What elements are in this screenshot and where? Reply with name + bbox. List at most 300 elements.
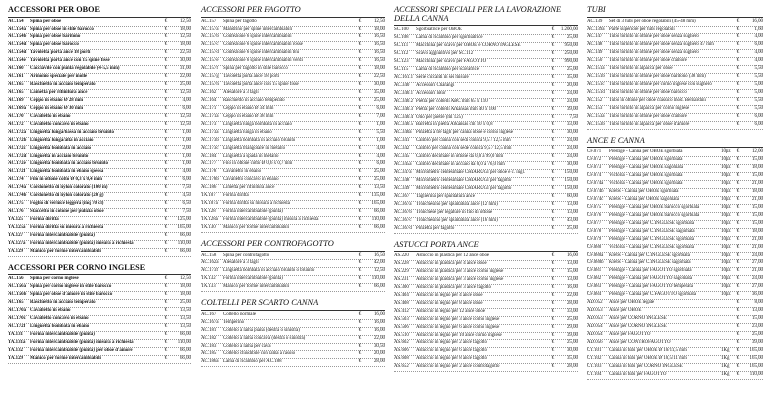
item-code: CT.104 <box>587 371 602 377</box>
item-code: CF.074b <box>587 189 604 194</box>
table-row <box>8 19 191 27</box>
item-price: 30,00 <box>566 162 578 168</box>
item-code: AC.367b <box>394 209 412 215</box>
item-code: TA.129 <box>8 248 23 254</box>
table-row <box>201 351 385 359</box>
item-price: 29,00 <box>566 324 578 330</box>
currency-symbol: € <box>736 228 740 234</box>
currency-symbol: € <box>551 51 555 56</box>
table-row <box>8 332 191 340</box>
item-code: AS.606 <box>394 348 409 354</box>
currency-symbol: € <box>551 356 555 362</box>
item-description: Linguetta lunga/alta in acciaio <box>30 137 94 143</box>
item-price: 13,50 <box>373 185 385 191</box>
item-price: 21,00 <box>751 244 763 250</box>
currency-symbol: € <box>164 161 168 167</box>
currency-symbol: € <box>358 26 362 32</box>
table-row <box>587 237 763 245</box>
currency-symbol: € <box>164 355 168 361</box>
table-row <box>201 98 385 106</box>
item-code: CF.080a <box>587 252 604 258</box>
item-price: 110,00 <box>371 217 385 223</box>
section-title: ACCESSORI PER CORNO INGLESE <box>8 262 146 272</box>
table-row <box>201 106 385 114</box>
item-price: 12,00 <box>751 149 763 155</box>
table-row <box>201 260 385 268</box>
item-code: TA.127a <box>8 240 26 246</box>
table-row <box>394 333 578 341</box>
divider <box>587 17 763 18</box>
item-description: Confezione 6 spine intercambiabili verdi <box>223 58 303 64</box>
table-row <box>201 50 385 58</box>
item-description: Tavoletta porta ance 18 porti <box>30 50 91 56</box>
item-description: Cavalletto in ebano <box>30 113 71 119</box>
item-price: 4,00 <box>754 50 763 56</box>
currency-symbol: € <box>551 332 555 338</box>
currency-symbol: € <box>164 145 168 151</box>
table-row <box>587 197 763 205</box>
currency-symbol: € <box>358 343 362 349</box>
table-row <box>201 161 385 169</box>
item-price: 4,00 <box>182 97 191 103</box>
item-price: 12,50 <box>179 90 191 96</box>
item-price: 15,00 <box>751 316 763 321</box>
currency-symbol: € <box>358 113 362 119</box>
item-description: Cavalletto concavo in ebano <box>30 316 89 321</box>
currency-symbol: € <box>551 209 555 215</box>
item-price: 21,00 <box>751 268 763 274</box>
currency-symbol: € <box>164 217 168 223</box>
item-code: CT.103 <box>587 363 602 369</box>
item-code: AC.172f <box>8 169 26 175</box>
currency-symbol: € <box>358 34 362 40</box>
item-price: 990,00 <box>564 58 578 64</box>
item-description: Ance per FAGOTTO <box>609 331 651 337</box>
item-code: AC.165 <box>8 300 24 306</box>
item-description: Ceppo in ebano Ø 34 mm <box>223 105 274 111</box>
item-code: AC.161.1 <box>394 74 414 80</box>
table-row <box>8 122 191 130</box>
section-title: ACCESSORI PER OBOE <box>8 5 100 14</box>
item-price: 25,00 <box>179 82 191 88</box>
table-row <box>8 185 191 193</box>
item-price: 18,00 <box>179 42 191 48</box>
table-row <box>201 276 385 284</box>
item-code: AC.157g <box>201 74 219 80</box>
currency-symbol: € <box>358 18 362 24</box>
item-price: 12,50 <box>179 121 191 127</box>
item-code: CF.073 <box>587 165 602 171</box>
item-price: 135,00 <box>371 193 385 199</box>
currency-symbol: € <box>736 284 740 290</box>
item-description: Astuccio in legno per 12 ance oboe <box>416 308 485 314</box>
item-price: 30,00 <box>566 130 578 136</box>
table-row <box>8 27 191 35</box>
table-row <box>587 356 763 364</box>
currency-symbol: € <box>358 327 362 333</box>
item-price: 66,00 <box>373 209 385 215</box>
item-description: Spina per fagotto <box>223 18 257 24</box>
item-code: AC.173f <box>201 268 218 274</box>
item-description: Olio per pietre (ml 125) <box>416 114 463 120</box>
item-price: 6,00 <box>182 105 191 111</box>
item-code: AC.171a <box>201 113 219 119</box>
item-price: 12,50 <box>179 113 191 119</box>
currency-symbol: € <box>551 316 555 322</box>
item-price: 66,00 <box>373 284 385 290</box>
item-description: Set di 3 tubi per oboe regolabili (45-48 mm) <box>609 18 696 24</box>
price-section <box>201 240 385 292</box>
table-row <box>394 309 578 317</box>
item-quantity: 1Kg <box>721 355 730 361</box>
currency-symbol: € <box>551 193 555 199</box>
item-code: AC.150 <box>587 58 603 64</box>
item-price: 165,00 <box>749 355 763 361</box>
item-quantity: 10pz <box>721 181 731 187</box>
item-description: Tubo tornito in alpacca per corno inglese <box>609 105 690 111</box>
currency-symbol: € <box>358 351 362 357</box>
item-quantity: 10pz <box>721 212 731 218</box>
item-price: 12,50 <box>179 34 191 40</box>
item-price: 27,00 <box>751 260 763 266</box>
table-row <box>587 27 763 35</box>
item-description: Spina per oboe d'amore in stile barocco <box>30 292 113 298</box>
item-price: 24,00 <box>566 138 578 144</box>
item-price: 25,00 <box>566 340 578 346</box>
item-code: TA.125 <box>8 217 23 223</box>
table-row <box>8 177 191 185</box>
item-price: 39,00 <box>566 106 578 112</box>
item-code: AC.167 <box>201 311 217 317</box>
table-row <box>394 130 578 138</box>
currency-symbol: € <box>736 173 740 179</box>
item-description: Prestige - Canna per OBOE sgorbiata <box>609 157 683 163</box>
currency-symbol: € <box>164 240 168 246</box>
table-row <box>8 340 191 348</box>
item-description: Calibro per canna con sede conica 9,5 / 12,5 mm <box>416 146 512 152</box>
item-code: CF.076 <box>587 212 602 218</box>
item-description: Tronchesino per spuntatura ance (16 mm) <box>416 217 498 223</box>
item-code: CF.079 <box>587 236 602 242</box>
item-code: AC.345a <box>394 162 412 168</box>
item-code: AC.367 <box>394 193 410 199</box>
item-price: 15,00 <box>751 173 763 179</box>
table-row <box>201 336 385 344</box>
table-row <box>394 210 578 218</box>
item-code: AC.172f <box>8 323 26 329</box>
currency-symbol: € <box>551 340 555 346</box>
table-row <box>201 177 385 185</box>
item-code: AC.181 <box>201 327 217 333</box>
table-row <box>8 58 191 66</box>
item-price: 18,00 <box>751 165 763 171</box>
item-description: Spina per oboe <box>30 18 62 24</box>
item-description: Accessori lotor <box>416 90 446 96</box>
item-code: AC.186a <box>201 359 219 365</box>
item-price: 12,50 <box>179 276 191 282</box>
item-code: SC.123 <box>394 58 409 64</box>
item-price: 25,00 <box>373 177 385 183</box>
item-description: Micrometro centesimale CHIARUGI per fagotto <box>416 185 512 191</box>
item-description: Tavoletta porta ance 18 porti <box>223 74 280 80</box>
table-row <box>201 27 385 35</box>
currency-symbol: € <box>358 42 362 48</box>
item-price: 25,00 <box>566 225 578 231</box>
item-code: AS.608 <box>394 356 409 362</box>
table-row <box>394 226 578 234</box>
currency-symbol: € <box>358 177 362 183</box>
item-price: 12,50 <box>179 18 191 24</box>
table-row <box>394 218 578 226</box>
item-code: TA.107 <box>201 193 216 199</box>
item-price: 28,00 <box>566 364 578 370</box>
item-description: Tavoletta porta ance con 15 spine fisse <box>223 82 299 88</box>
item-code: AC.157b <box>201 34 219 40</box>
item-description: Ceppo in ebano Ø 38 mm <box>223 113 274 119</box>
item-price: 16,50 <box>373 252 385 258</box>
table-row <box>394 277 578 285</box>
item-description: Mandrino per spine intercambiabili <box>223 26 293 32</box>
currency-symbol: € <box>551 261 555 267</box>
item-price: 16,50 <box>373 58 385 64</box>
table-row <box>8 292 191 300</box>
currency-symbol: € <box>358 169 362 175</box>
item-quantity: 10pz <box>721 244 731 250</box>
item-code: CF.071 <box>587 149 602 155</box>
item-code: AC.171 <box>201 105 217 111</box>
table-row <box>394 27 578 35</box>
currency-symbol: € <box>551 162 555 168</box>
item-code: AC.367d <box>394 225 412 231</box>
item-price: 6,00 <box>376 105 385 111</box>
item-price: 39,00 <box>566 332 578 338</box>
table-row <box>201 130 385 138</box>
item-price: 22,00 <box>566 292 578 298</box>
item-code: CF.082 <box>587 276 602 282</box>
item-description: Prestige - Canna per C.FAGOTTO sgorbiata <box>609 292 697 298</box>
item-price: 18,00 <box>179 284 191 290</box>
item-code: AC.349 <box>394 185 410 191</box>
currency-symbol: € <box>164 129 168 135</box>
currency-symbol: € <box>164 34 168 40</box>
item-description: Krebs - Canna per C.INGLESE sagomata <box>609 260 691 266</box>
item-code: AC.151b <box>587 74 605 80</box>
item-quantity: 1Kg <box>721 363 730 369</box>
currency-symbol: € <box>164 201 168 207</box>
item-price: 4,00 <box>182 169 191 175</box>
table-row <box>201 169 385 177</box>
currency-symbol: € <box>736 18 740 24</box>
table-row <box>587 372 763 380</box>
currency-symbol: € <box>551 324 555 330</box>
table-row <box>8 106 191 114</box>
item-description: Astuccio in legno per 2 ance fagotto <box>416 340 487 346</box>
item-code: CF.078 <box>587 228 602 234</box>
item-description: Manico per forme intercambiabili <box>30 248 101 254</box>
currency-symbol: € <box>358 145 362 151</box>
item-code: TA.127 <box>8 232 23 238</box>
item-code: AC.177 <box>201 161 217 167</box>
item-code: SC.111 <box>394 43 409 49</box>
item-description: Forma diritta su misura a richiesta <box>30 224 104 230</box>
item-price: 15,00 <box>751 157 763 163</box>
item-description: Prestige - Canna per FAGOTTO temperata <box>609 284 693 290</box>
table-row <box>394 146 578 154</box>
table-row <box>394 138 578 146</box>
item-price: 43,00 <box>566 217 578 223</box>
item-description: Prestige - Canna per OBOE barocco sgorbiata <box>609 204 700 210</box>
table-row <box>201 359 385 367</box>
table-row <box>8 66 191 74</box>
item-price: 110,00 <box>177 240 191 246</box>
item-code: TA.131 <box>8 331 23 337</box>
currency-symbol: € <box>551 82 555 88</box>
item-code: AC.172d <box>8 153 27 159</box>
divider <box>587 147 763 148</box>
item-description: Pinzetta a tre tagli per canna oboe e corno inglese <box>416 130 514 136</box>
table-row <box>587 205 763 213</box>
item-price: 13,00 <box>566 209 578 215</box>
item-description: Tubo tornito in ottone per corno inglese con sughero <box>609 82 712 88</box>
item-description: Spina per corno inglese in stile barocco <box>30 284 112 290</box>
table-row <box>587 340 763 348</box>
item-code: CF.074c <box>587 196 604 202</box>
table-row <box>394 43 578 51</box>
item-code: AC.367c <box>394 217 412 223</box>
table-row <box>201 138 385 146</box>
item-description: Ance per OBOE <box>609 308 642 314</box>
item-price: 66,00 <box>179 248 191 254</box>
currency-symbol: € <box>164 26 168 32</box>
table-row <box>394 154 578 162</box>
item-description: Victoria - Canna per C.INGLESE sgorbiata <box>609 244 694 250</box>
item-description: Filo in ottone cotto Ø 0,3 x 0,4 mm <box>30 177 102 183</box>
item-code: AC.149 <box>587 50 603 56</box>
item-description: Astuccio in legno per 8 ance fagotto <box>416 356 487 362</box>
item-price: 25,00 <box>566 35 578 41</box>
table-row <box>8 308 191 316</box>
item-description: Astuccio in plastica per 4 ance oboe <box>416 261 487 267</box>
item-description: Astuccio in legno per 2 ance controfagotto <box>416 364 500 370</box>
item-code: AS.404 <box>394 292 409 298</box>
currency-symbol: € <box>736 316 740 321</box>
currency-symbol: € <box>736 165 740 171</box>
item-price: 66,00 <box>179 355 191 361</box>
currency-symbol: € <box>736 82 740 88</box>
currency-symbol: € <box>358 268 362 274</box>
currency-symbol: € <box>358 209 362 215</box>
item-code: AC.157c <box>201 42 219 48</box>
item-code: AC.169a <box>8 105 27 111</box>
table-row <box>587 114 763 122</box>
table-row <box>587 34 763 42</box>
currency-symbol: € <box>358 224 362 230</box>
table-row <box>394 269 578 277</box>
currency-symbol: € <box>551 130 555 136</box>
table-row <box>394 35 578 43</box>
item-price: 13,00 <box>566 261 578 267</box>
item-code: AC.151a <box>587 66 605 72</box>
currency-symbol: € <box>358 185 362 191</box>
currency-symbol: € <box>164 248 168 254</box>
table-row <box>8 209 191 217</box>
item-description: Tubo tornito in ottone per oboe senza sughero <box>609 50 699 56</box>
item-code: AD.053 <box>587 316 603 321</box>
currency-symbol: € <box>358 319 362 325</box>
currency-symbol: € <box>736 66 740 72</box>
table-row <box>8 34 191 42</box>
currency-symbol: € <box>358 105 362 111</box>
table-row <box>394 99 578 107</box>
item-description: Tubo tornito in alpacca per oboe d'amore <box>609 121 690 127</box>
table-row <box>587 308 763 316</box>
item-price: 13,50 <box>179 323 191 329</box>
table-row <box>201 268 385 276</box>
currency-symbol: € <box>551 154 555 160</box>
item-code: AC.165 <box>8 82 24 88</box>
item-description: Cavalletto concavo in ebano <box>30 121 89 127</box>
item-price: 42,00 <box>373 260 385 266</box>
item-code: CF.074 <box>587 173 602 179</box>
currency-symbol: € <box>164 308 168 314</box>
item-code: AC.173 <box>201 121 217 127</box>
item-description: Pietra per coltelli ABC mm 65 x 110 <box>416 98 488 104</box>
item-code: CF.083 <box>587 284 602 290</box>
table-row <box>201 185 385 193</box>
item-description: Linguetta bombata in acciaio brunito <box>30 161 108 167</box>
currency-symbol: € <box>736 355 740 361</box>
currency-symbol: € <box>358 217 362 223</box>
item-quantity: 10pz <box>721 196 731 202</box>
item-description: Tubo tornito in ottone per oboe d'amore <box>609 113 687 119</box>
table-row <box>201 146 385 154</box>
table-row <box>587 19 763 27</box>
item-price: 165,00 <box>749 363 763 369</box>
item-description: Lama di ricambio per AC.188 <box>223 359 282 365</box>
section-title: ACCESSORI PER FAGOTTO <box>201 5 301 14</box>
item-description: Lama di ricambio per scavatrice <box>416 66 480 72</box>
item-code: AS.408 <box>394 300 409 306</box>
item-code: SC.108 <box>394 35 409 41</box>
item-code: TA.129 <box>8 355 23 361</box>
table-row <box>394 178 578 186</box>
currency-symbol: € <box>736 220 740 226</box>
item-description: Ance per CONTROFAGOTTO <box>609 339 671 345</box>
currency-symbol: € <box>164 276 168 282</box>
table-row <box>394 122 578 130</box>
item-description: Linguetta bombata in acciaio brunito <box>223 137 296 143</box>
item-code: AC.153a <box>587 113 605 119</box>
item-code: AC.152 <box>587 97 603 103</box>
item-price: 35,00 <box>373 90 385 96</box>
item-price: 24,00 <box>566 90 578 96</box>
item-code: AC.151d <box>587 90 605 96</box>
item-price: 5,50 <box>754 105 763 111</box>
item-description: Canna in tubi per OBOE Ø 10,5/11 mm <box>609 355 687 361</box>
currency-symbol: € <box>164 331 168 337</box>
item-code: AC.175 <box>8 201 24 207</box>
item-price: 21,00 <box>751 196 763 202</box>
item-price: 16,50 <box>373 34 385 40</box>
item-price: 1,00 <box>182 161 191 167</box>
table-row <box>394 253 578 261</box>
item-price: 1,00 <box>182 153 191 159</box>
item-description: Astuccio in legno per 4 ance oboe <box>416 292 483 298</box>
item-price: 66,00 <box>179 331 191 337</box>
item-price: 13,50 <box>179 308 191 314</box>
item-price: 1,00 <box>182 137 191 143</box>
table-row <box>8 82 191 90</box>
